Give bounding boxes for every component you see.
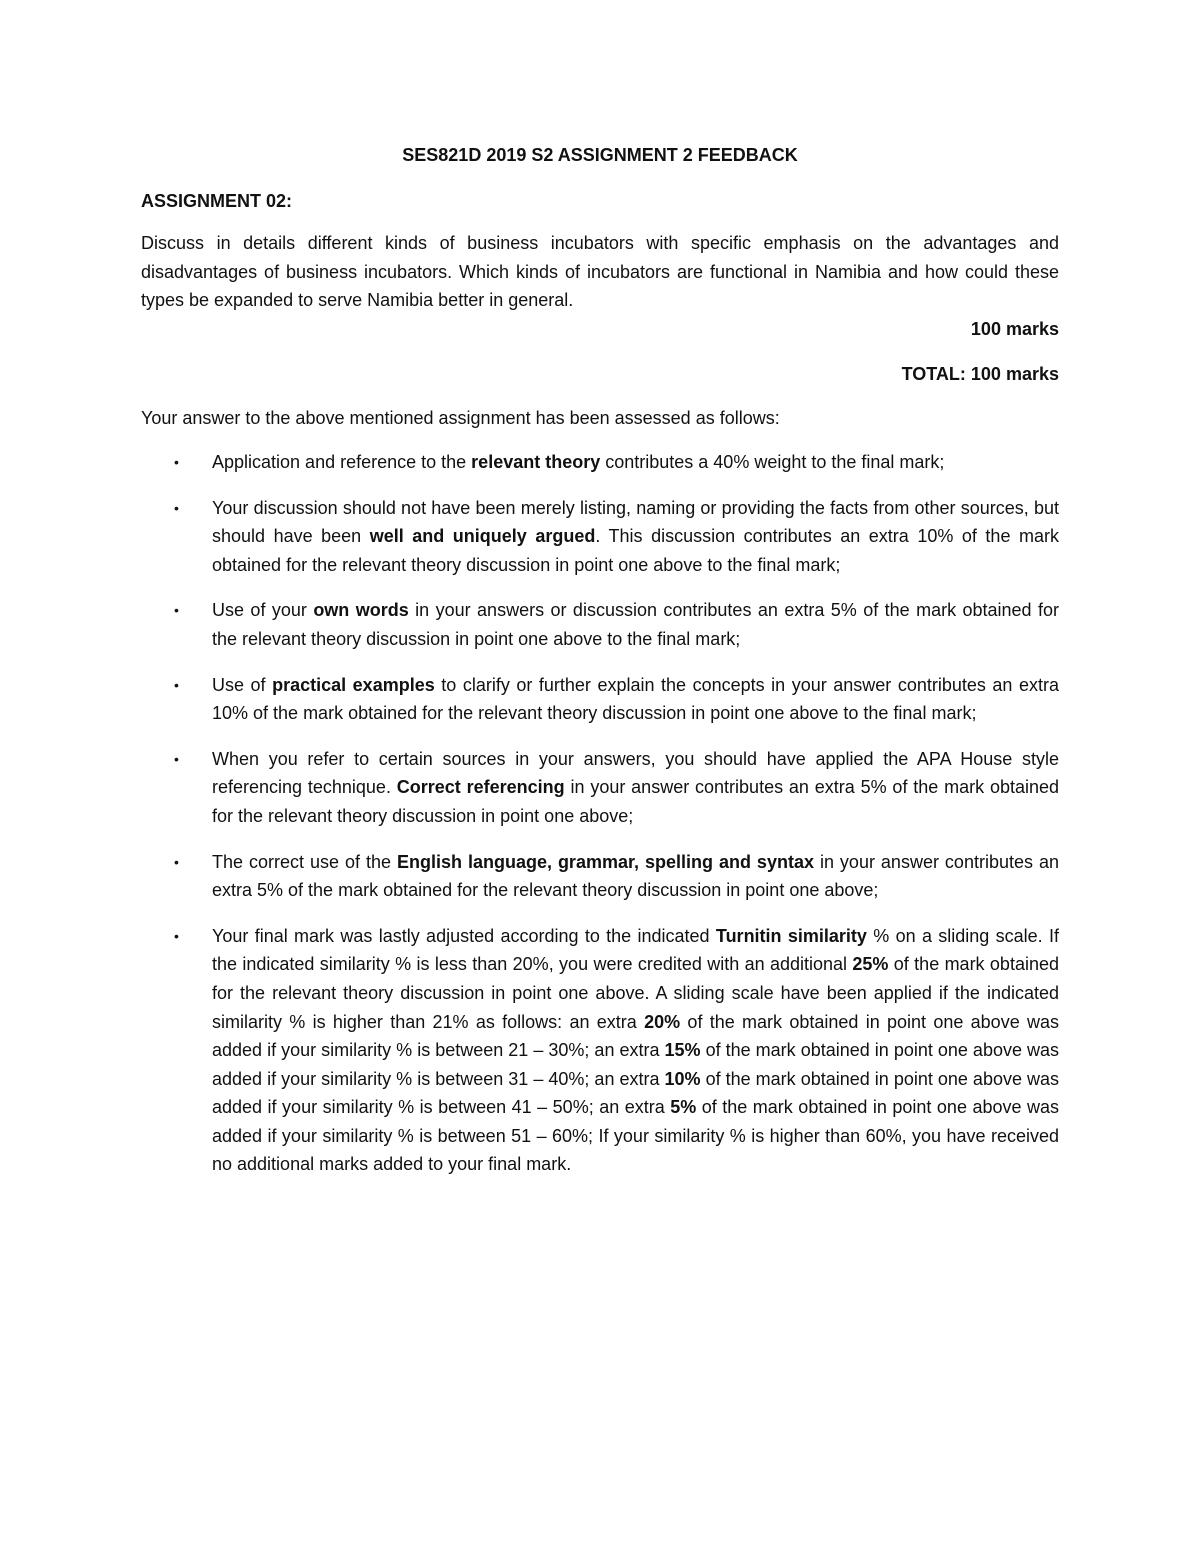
question-text: Discuss in details different kinds of business incubators with specific emphasis on the advantages and disadvantages of business incubators. Which kinds of incubators are functional in Namibia and how could these types be expanded to serve Namibia better in general. xyxy=(141,233,1059,311)
item-emphasis: practical examples xyxy=(272,674,435,695)
item-text: When you refer to certain sources in your answers, you should have applied the APA House style referencing technique. xyxy=(212,748,1059,798)
list-item xyxy=(141,848,1059,905)
bullet-icon: • xyxy=(174,927,179,944)
item-emphasis: well and uniquely argued xyxy=(369,526,596,547)
document-title: SES821D 2019 S2 ASSIGNMENT 2 FEEDBACK xyxy=(402,145,798,165)
item-emphasis: Turnitin similarity xyxy=(715,925,867,946)
item-emphasis: 5% xyxy=(670,1097,697,1118)
item-text: to clarify or further explain the concepts in your answer contributes an extra 10% of the mark obtained for the relevant theory discussion in point one above to the final mark; xyxy=(212,674,1059,724)
item-text: % on a sliding scale. If the indicated similarity % is less than 20%, you were credited with an additional xyxy=(212,925,1059,975)
bullet-icon: • xyxy=(174,750,179,767)
item-emphasis: Correct referencing xyxy=(396,777,565,798)
bullet-icon: • xyxy=(174,676,179,693)
list-item xyxy=(141,745,1059,831)
list-item xyxy=(141,671,1059,728)
item-text: of the mark obtained in point one above was added if your similarity % is between 41 – 50%; an extra xyxy=(212,1068,1060,1118)
item-text: of the mark obtained in point one above was added if your similarity % is between 51 – 60%; If your similarity % is higher than 60%, you have received no additional marks added to your final mark. xyxy=(212,1097,1060,1175)
item-emphasis: 25% xyxy=(852,954,889,975)
item-emphasis: 10% xyxy=(664,1068,701,1089)
item-text: of the mark obtained in point one above was added if your similarity % is between 21 – 30%; an extra xyxy=(212,1011,1060,1061)
total-marks-line: TOTAL: 100 marks xyxy=(901,364,1059,384)
item-text: Application and reference to the xyxy=(212,452,472,472)
item-text: . This discussion contributes an extra 10% of the mark obtained for the relevant theory discussion in point one above to the final mark; xyxy=(212,526,1059,575)
item-text: of the mark obtained for the relevant theory discussion in point one above. A sliding scale have been applied if the indicated similarity % is higher than 21% as follows: an extra xyxy=(212,954,1059,1032)
assignment-heading: ASSIGNMENT 02: xyxy=(141,191,293,211)
item-text: Your final mark was lastly adjusted according to the indicated xyxy=(212,925,716,946)
list-item xyxy=(141,448,1059,477)
item-text: in your answer contributes an extra 5% of the mark obtained for the relevant theory discussion in point one above; xyxy=(212,851,1059,901)
bullet-icon: • xyxy=(174,853,179,870)
assessment-intro: Your answer to the above mentioned assignment has been assessed as follows: xyxy=(141,408,780,428)
item-emphasis: 20% xyxy=(644,1011,681,1032)
item-text: Use of xyxy=(212,674,273,695)
item-text: Your discussion should not have been merely listing, naming or providing the facts from other sources, but should have been xyxy=(212,497,1059,547)
item-text: in your answers or discussion contributes an extra 5% of the mark obtained for the relevant theory discussion in point one above to the final mark; xyxy=(212,600,1059,649)
item-text: The correct use of the xyxy=(212,851,397,872)
list-item xyxy=(141,596,1059,653)
bullet-icon: • xyxy=(174,454,179,470)
item-emphasis: 15% xyxy=(664,1040,701,1061)
item-text: in your answer contributes an extra 5% of the mark obtained for the relevant theory discussion in point one above; xyxy=(212,777,1060,826)
item-text: of the mark obtained in point one above was added if your similarity % is between 31 – 40%; an extra xyxy=(212,1040,1060,1089)
item-emphasis: own words xyxy=(313,600,409,621)
bullet-icon: • xyxy=(174,602,179,619)
item-text: Use of your xyxy=(212,600,314,621)
assessment-criteria-list xyxy=(141,448,1059,1196)
marks-line: 100 marks xyxy=(970,319,1059,339)
assignment-question xyxy=(141,229,1059,315)
item-emphasis: English language, grammar, spelling and syntax xyxy=(396,851,814,872)
bullet-icon: • xyxy=(174,499,179,516)
list-item xyxy=(141,494,1059,580)
list-item xyxy=(141,922,1059,1179)
item-emphasis: relevant theory xyxy=(471,452,601,472)
item-text: contributes a 40% weight to the final mark; xyxy=(600,452,945,472)
